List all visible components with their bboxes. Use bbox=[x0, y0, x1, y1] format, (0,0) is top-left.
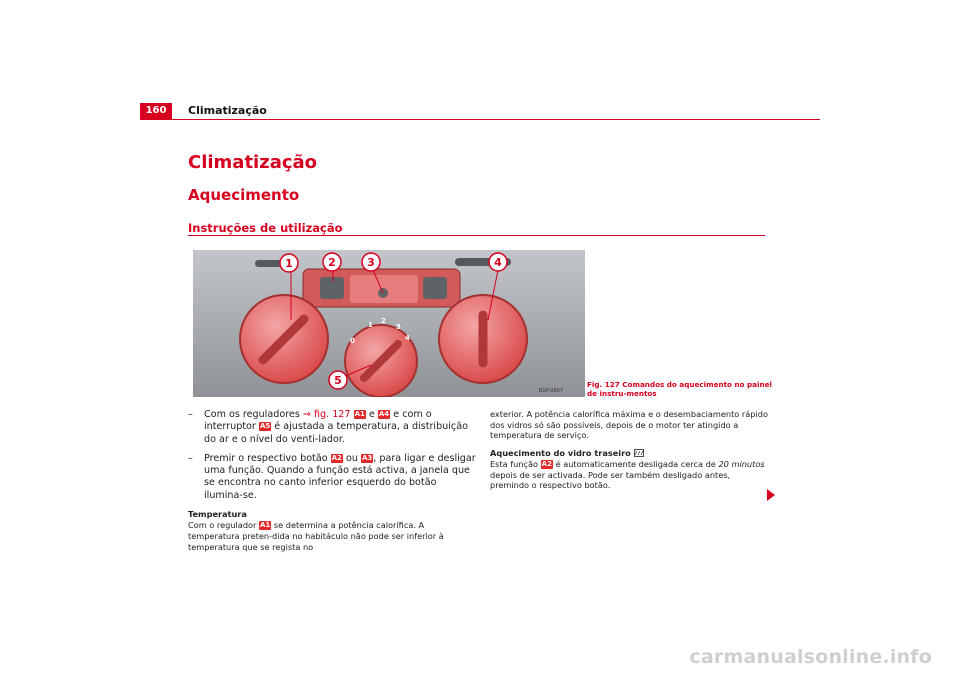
fan-level-4: 4 bbox=[405, 334, 410, 342]
rear-window-heating-paragraph: Esta função A2 é automaticamente desligada cerca de 20 minutos depois de ser activada. Pode ser também desligado antes, premindo o respectivo botão. bbox=[490, 459, 765, 491]
next-page-arrow-icon[interactable] bbox=[767, 489, 775, 501]
left-column bbox=[188, 409, 478, 552]
instruction-item-2: – Premir o respectivo botão A2 ou A3, para ligar e desligar uma função. Quando a função está activa, a janela que se encontra no canto inferior esquerdo do botão ilumina-se. bbox=[188, 452, 476, 501]
left-switch bbox=[320, 277, 344, 299]
fan-level-3: 3 bbox=[396, 323, 401, 331]
callout-3: 3 bbox=[367, 256, 375, 269]
section-title: Aquecimento bbox=[188, 186, 300, 204]
callout-badge: A1 bbox=[260, 521, 271, 530]
running-header: Climatização bbox=[188, 104, 267, 117]
right-column bbox=[490, 409, 770, 491]
chapter-title: Climatização bbox=[188, 152, 318, 173]
page-number: 160 bbox=[140, 103, 172, 119]
header-rule bbox=[140, 119, 820, 120]
rear-window-heating-icon bbox=[634, 449, 644, 457]
callout-5: 5 bbox=[334, 374, 342, 387]
list-dash: – bbox=[188, 409, 193, 420]
callout-badge: A5 bbox=[259, 422, 271, 431]
watermark: carmanualsonline.info bbox=[689, 646, 932, 668]
temperature-heading: Temperatura bbox=[188, 509, 247, 520]
subsection-rule bbox=[188, 235, 765, 236]
callout-2: 2 bbox=[328, 256, 336, 269]
figure-code: B1P-0667 bbox=[538, 388, 564, 394]
fan-level-1: 1 bbox=[368, 321, 373, 329]
right-switch bbox=[423, 277, 447, 299]
temperature-paragraph-continued: exterior. A potência calorífica máxima e o desembaciamento rápido dos vidros só são possíveis, depois de o motor ter atingido a temperatura de serviço. bbox=[490, 409, 768, 441]
instruction-item-1: – Com os reguladores ⇒ fig. 127 A1 e A4 e com o interruptor A5 é ajustada a temperatura, a distribuição do ar e o nível do venti-lador. bbox=[188, 409, 468, 445]
callout-badge: A1 bbox=[354, 410, 365, 418]
callout-badge: A2 bbox=[331, 453, 342, 462]
list-dash: – bbox=[188, 452, 193, 464]
rear-window-heating-heading: Aquecimento do vidro traseiro bbox=[490, 448, 770, 459]
subsection-title: Instruções de utilização bbox=[188, 221, 343, 235]
callout-badge: A3 bbox=[361, 453, 373, 462]
callout-badge: A4 bbox=[378, 410, 390, 418]
temperature-paragraph: Com o regulador A1 se determina a potência calorífica. A temperatura preten-dida no habitáculo não pode ser inferior à temperatura que se regista no bbox=[188, 520, 444, 552]
callout-badge: A2 bbox=[541, 460, 552, 469]
figure-caption: Fig. 127 Comandos do aquecimento no painel de instru-mentos bbox=[587, 380, 772, 398]
callout-1: 1 bbox=[285, 257, 293, 270]
fan-level-2: 2 bbox=[381, 317, 386, 325]
heating-controls-figure bbox=[193, 250, 585, 397]
callout-4: 4 bbox=[494, 256, 502, 269]
fan-level-0: 0 bbox=[350, 337, 355, 345]
figure-cross-reference[interactable]: ⇒ fig. 127 bbox=[302, 409, 351, 420]
